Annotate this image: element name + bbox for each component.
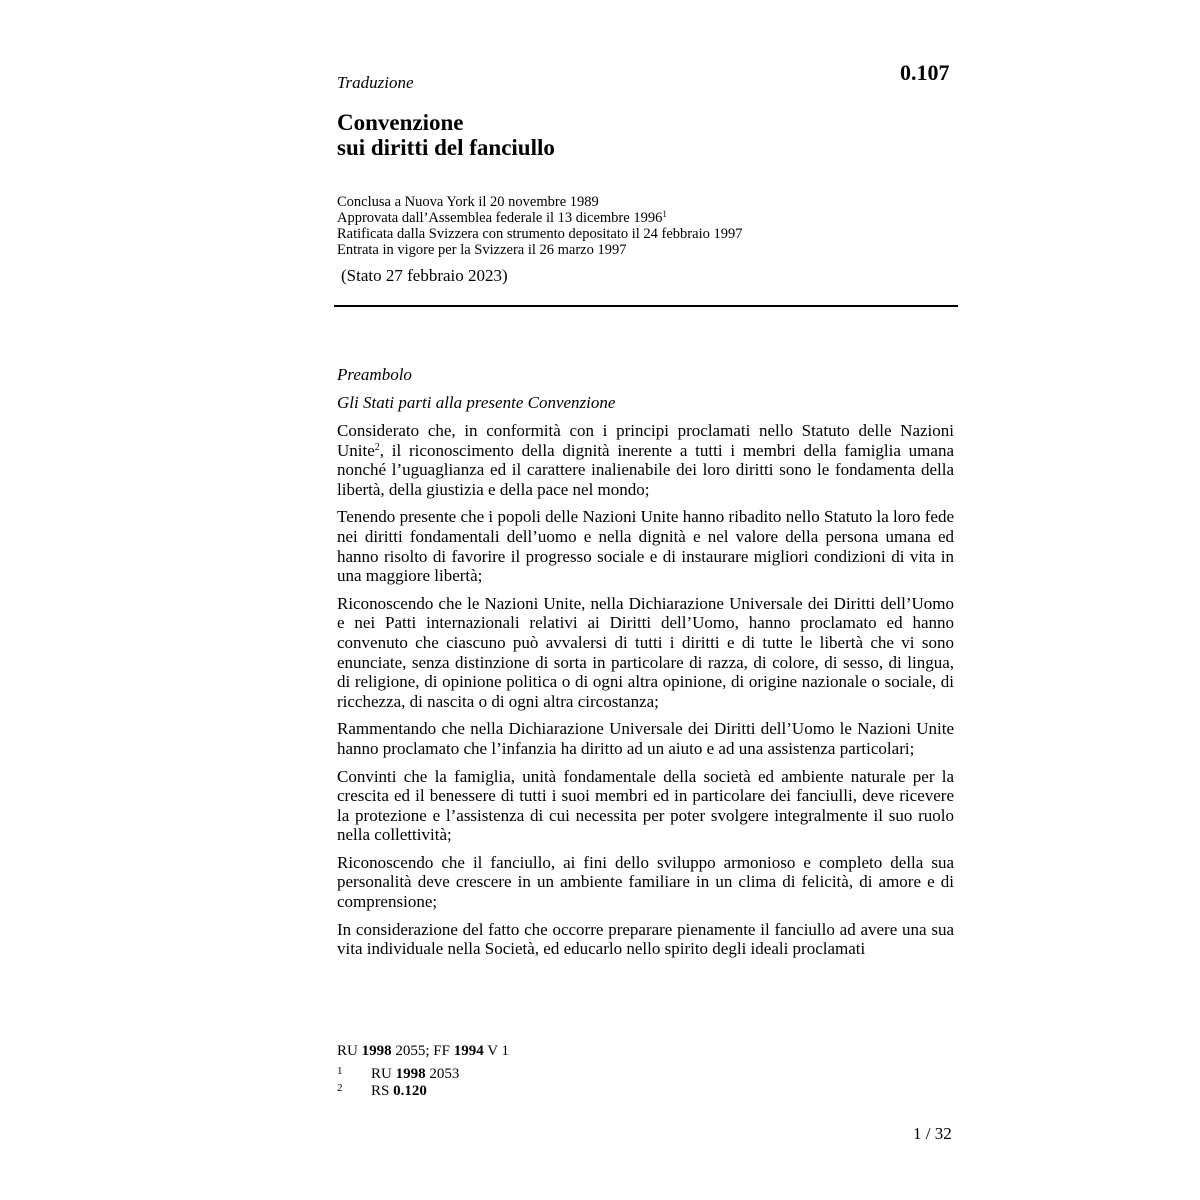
section-subheading: Gli Stati parti alla presente Convenzione: [337, 393, 616, 412]
meta-ratified: Ratificata dalla Svizzera con strumento depositato il 24 febbraio 1997: [337, 226, 743, 242]
footnote-number: 2: [337, 1082, 343, 1094]
paragraph: Convinti che la famiglia, unità fondamentale della società ed ambiente naturale per la crescita ed il benessere di tutti i suoi membri ed in particolare dei fanciulli, deve ricevere la protezione e l’assistenza di cui necessita per poter svolgere integralmente il suo ruolo nella collettività;: [337, 766, 954, 845]
paragraph: Riconoscendo che le Nazioni Unite, nella Dichiarazione Universale dei Diritti dell’Uomo e nei Patti internazionali relativi ai Diritti dell’Uomo, hanno proclamato ed hanno convenuto che ciascuno può avvalersi di tutti i diritti e di tutte le libertà che vi sono enunciate, senza distinzione di sorta in particolare di razza, di colore, di sesso, di lingua, di religione, di opinione politica o di ogni altra opinione, di origine nazionale o sociale, di ricchezza, di nascita o di ogni altra circostanza;: [337, 593, 954, 711]
page-number: 1 / 32: [913, 1124, 952, 1143]
paragraph: In considerazione del fatto che occorre preparare pienamente il fanciullo ad avere una sua vita individuale nella Società, ed educarlo nello spirito degli ideali proclamati: [337, 919, 954, 959]
document-label: Traduzione: [337, 73, 414, 92]
section-heading: Preambolo: [337, 365, 412, 384]
status-date: (Stato 27 febbraio 2023): [341, 266, 508, 285]
document-title: [337, 110, 555, 160]
paragraph: Riconoscendo che il fanciullo, ai fini dello sviluppo armonioso e completo della sua personalità deve crescere in un ambiente familiare in un clima di felicità, di amore e di comprensione;: [337, 852, 954, 912]
header-divider: [334, 305, 958, 307]
meta-in-force: Entrata in vigore per la Svizzera il 26 marzo 1997: [337, 242, 627, 258]
document-metadata: [337, 194, 742, 258]
footnote-number: 1: [337, 1065, 343, 1077]
footnote-1: 1 RU 1998 2053: [337, 1065, 460, 1082]
footnote-2: 2 RS 0.120: [337, 1082, 427, 1099]
title-line-2: sui diritti del fanciullo: [337, 135, 555, 160]
title-line-1: Convenzione: [337, 110, 464, 135]
meta-approved: Approvata dall’Assemblea federale il 13 dicembre 1996$^1$: [337, 209, 667, 226]
footnote-ref-2[interactable]: 2: [374, 441, 380, 453]
paragraph: Considerato che, in conformità con i principi proclamati nello Statuto delle Nazioni Unite$^2$, il riconoscimento della dignità inerente a tutti i membri della famiglia umana nonché l’uguaglianza ed il carattere inalienabile dei loro diritti sono le fondamenta della libertà, della giustizia e della pace nel mondo;: [337, 421, 954, 499]
preamble-body: [337, 421, 954, 959]
meta-concluded: Conclusa a Nuova York il 20 novembre 1989: [337, 194, 599, 210]
paragraph: Rammentando che nella Dichiarazione Universale dei Diritti dell’Uomo le Nazioni Unite hanno proclamato che l’infanzia ha diritto ad un aiuto e ad una assistenza particolari;: [337, 719, 954, 758]
paragraph: Tenendo presente che i popoli delle Nazioni Unite hanno ribadito nello Statuto la loro fede nei diritti fondamentali dell’uomo e nella dignità e nel valore della persona umana ed hanno risolto di favorire il progresso sociale e di instaurare migliori condizioni di vita in una maggiore libertà;: [337, 507, 954, 586]
source-reference: RU 1998 2055; FF 1994 V 1: [337, 1043, 509, 1059]
document-number: 0.107: [900, 60, 950, 85]
footnote-ref-1[interactable]: 1: [662, 209, 667, 219]
